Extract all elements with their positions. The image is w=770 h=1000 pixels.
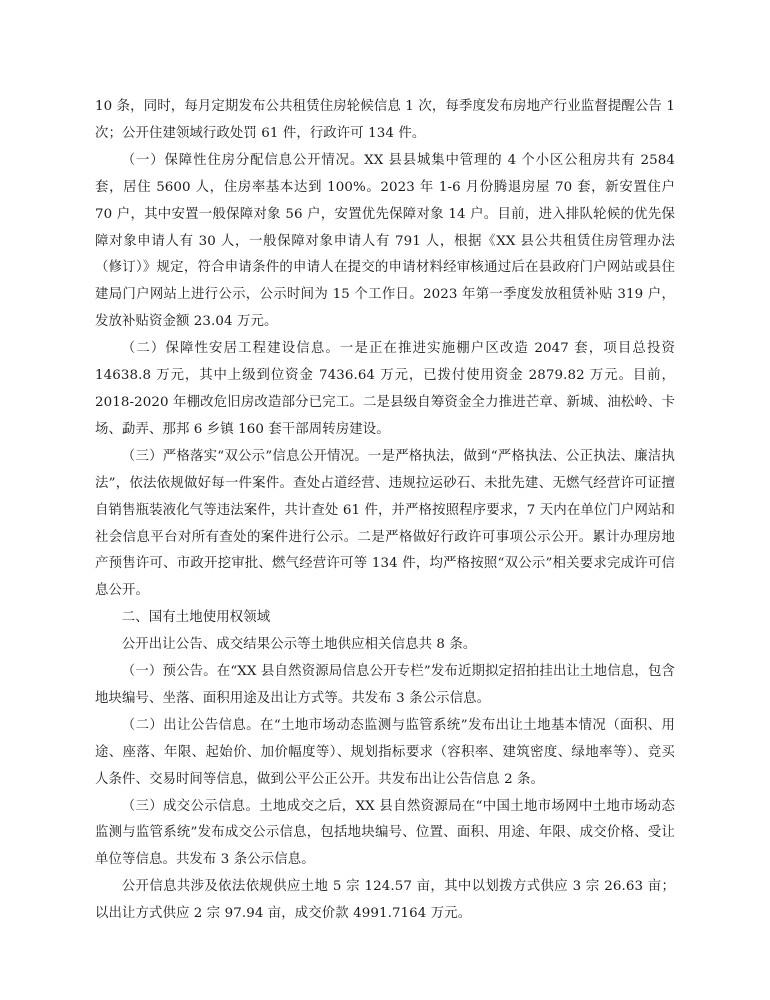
paragraph-continuation: 10 条，同时，每月定期发布公共租赁住房轮候信息 1 次，每季度发布房地产行业监督提醒公告 1 次；公开住建领域行政处罚 61 件，行政许可 134 件。 <box>95 99 675 141</box>
paragraph-transfer-announcement: （二）出让公告信息。在“土地市场动态监测与监管系统”发布出让土地基本情况（面积、用途、座落、年限、起始价、加价幅度等）、规划指标要求（容积率、建筑密度、绿地率等）、竞买人条件、交易时间等信息，做到公平公正公开。共发布出让公告信息 2 条。 <box>95 717 675 787</box>
paragraph-double-publicity: （三）严格落实“双公示”信息公开情况。一是严格执法，做到“严格执法、公正执法、廉洁执法”，依法依规做好每一件案件。查处占道经营、违规拉运砂石、未批先建、无燃气经营许可证擅自销售瓶装液化气等违法案件，共计查处 61 件，并严格按照程序要求，7 天内在单位门户网站和社会信息平台对所有查处的案件进行公示。二是严格做好行政许可事项公示公开。累计办理房地产预售许可、市政开挖审批、燃气经营许可等 134 件，均严格按照“双公示”相关要求完成许可信息公开。 <box>95 448 675 599</box>
paragraph-housing-allocation: （一）保障性住房分配信息公开情况。XX 县县城集中管理的 4 个小区公租房共有 2584 套，居住 5600 人，住房率基本达到 100%。2023 年 1-6 月份腾退房屋 70 套，新安置住户 70 户，其中安置一般保障对象 56 户，安置优先保障对象 14 户。目前，进入排队轮候的优先保障对象申请人有 30 人，一般保障对象申请人有 791 人，根据《XX 县公共租赁住房管理办法（修订）》规定，符合申请条件的申请人在提交的申请材料经审核通过后在县政府门户网站或县住建局门户网站上进行公示，公示时间为 15 个工作日。2023 年第一季度发放租赁补贴 319 户，发放补贴资金额 23.04 万元。 <box>95 152 675 330</box>
paragraph-pre-announcement: （一）预公告。在“XX 县自然资源局信息公开专栏”发布近期拟定招拍挂出让土地信息，包含地块编号、坐落、面积用途及出让方式等。共发布 3 条公示信息。 <box>95 664 675 706</box>
section-heading-land-use: 二、国有土地使用权领域 <box>121 610 271 626</box>
paragraph-housing-construction: （二）保障性安居工程建设信息。一是正在推进实施棚户区改造 2047 套，项目总投资 14638.8 万元，其中上级到位资金 7436.64 万元，已拨付使用资金 2879.82 万元。目前，2018-2020 年棚改危旧房改造部分已完工。二是县级自筹资金全力推进芒章、新城、油松岭、卡场、勐弄、那邦 6 乡镇 160 套干部周转房建设。 <box>95 341 675 437</box>
document-body <box>95 94 675 928</box>
paragraph-land-totals: 公开信息共涉及依法依规供应土地 5 宗 124.57 亩，其中以划拨方式供应 3 宗 26.63 亩；以出让方式供应 2 宗 97.94 亩，成交价款 4991.7164 万元。 <box>95 879 675 922</box>
paragraph-land-supply-summary: 公开出让公告、成交结果公示等土地供应相关信息共 8 条。 <box>121 637 477 653</box>
paragraph-transaction-publicity: （三）成交公示信息。土地成交之后，XX 县自然资源局在“中国土地市场网中土地市场动态监测与监管系统”发布成交公示信息，包括地块编号、位置、面积、用途、年限、成交价格、受让单位等信息。共发布 3 条公示信息。 <box>95 798 675 868</box>
